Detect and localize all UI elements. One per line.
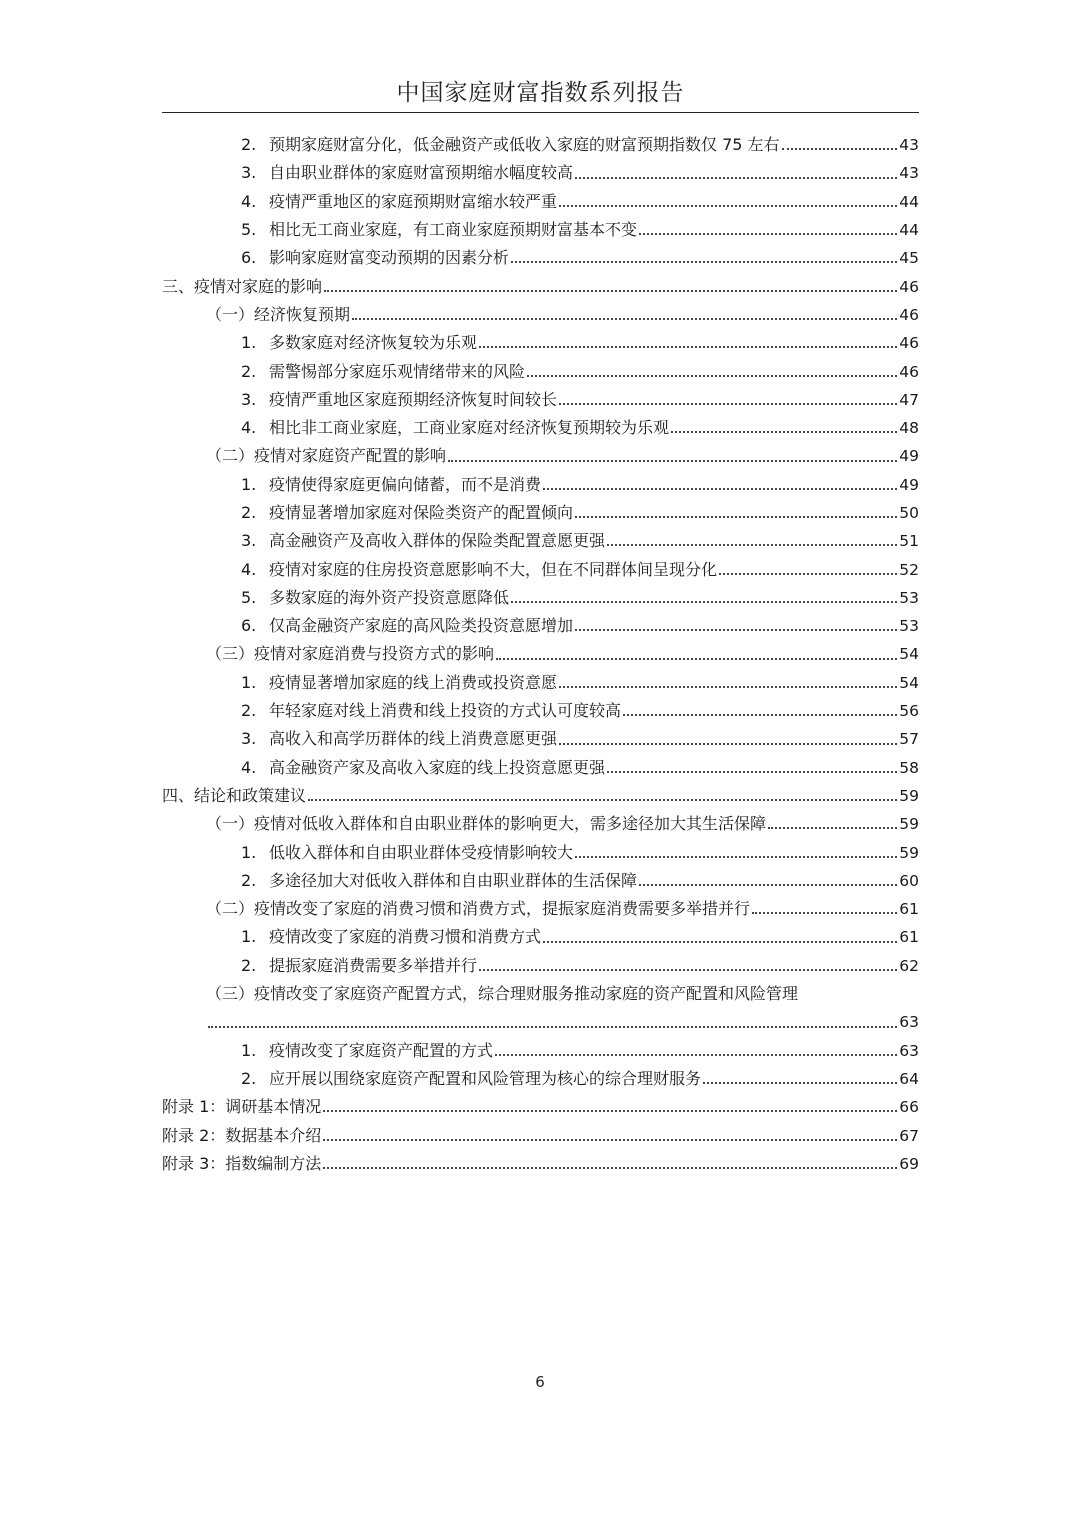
toc-entry[interactable] bbox=[162, 838, 919, 866]
toc-entry[interactable] bbox=[162, 810, 919, 838]
toc-entry-title: 多数家庭对经济恢复较为乐观 bbox=[269, 333, 478, 353]
toc-dot-leader bbox=[703, 1081, 897, 1084]
toc-entry[interactable] bbox=[162, 1037, 919, 1065]
toc-entry-page: 58 bbox=[899, 758, 919, 777]
toc-entry-title: 疫情严重地区的家庭预期财富缩水较严重 bbox=[269, 191, 558, 211]
toc-entry[interactable] bbox=[162, 272, 919, 300]
toc-entry-page: 61 bbox=[899, 928, 919, 947]
toc-entry-page: 50 bbox=[899, 504, 919, 522]
toc-entry-page: 53 bbox=[899, 617, 919, 636]
toc-entry[interactable] bbox=[162, 329, 919, 357]
toc-entry-page: 48 bbox=[899, 419, 919, 438]
toc-dot-leader bbox=[352, 317, 897, 320]
toc-entry-number: 4. bbox=[241, 757, 257, 777]
toc-entry-title: 附录 2：数据基本介绍 bbox=[162, 1125, 322, 1145]
toc-entry-number: 1. bbox=[241, 474, 257, 494]
toc-entry[interactable] bbox=[162, 1093, 919, 1121]
toc-entry-number: 2. bbox=[241, 361, 257, 381]
toc-entry-page: 49 bbox=[899, 475, 919, 494]
toc-dot-leader bbox=[511, 600, 897, 603]
toc-entry[interactable] bbox=[162, 697, 919, 725]
toc-entry-page: 59 bbox=[899, 786, 919, 805]
toc-entry[interactable] bbox=[162, 584, 919, 612]
toc-entry-number: 3. bbox=[241, 389, 257, 409]
toc-entry[interactable] bbox=[162, 1065, 919, 1093]
table-of-contents bbox=[162, 131, 919, 1178]
toc-dot-leader bbox=[607, 770, 897, 773]
toc-dot-leader bbox=[527, 374, 897, 377]
toc-entry-page: 44 bbox=[899, 192, 919, 211]
toc-dot-leader bbox=[752, 911, 897, 914]
toc-entry-page: 45 bbox=[899, 249, 919, 268]
toc-dot-leader bbox=[607, 543, 897, 546]
toc-entry-title: 高收入和高学历群体的线上消费意愿更强 bbox=[269, 729, 558, 749]
toc-entry[interactable] bbox=[162, 244, 919, 272]
toc-entry-title: 多数家庭的海外资产投资意愿降低 bbox=[269, 587, 510, 607]
toc-entry-number: 1. bbox=[241, 842, 257, 862]
toc-dot-leader bbox=[575, 628, 897, 631]
toc-dot-leader bbox=[511, 260, 897, 263]
toc-entry-title: 疫情显著增加家庭的线上消费或投资意愿 bbox=[269, 672, 558, 692]
toc-dot-leader bbox=[448, 459, 897, 462]
toc-entry-title: 提振家庭消费需要多举措并行 bbox=[269, 955, 478, 975]
header-divider bbox=[162, 112, 919, 113]
toc-entry[interactable] bbox=[162, 612, 919, 640]
toc-entry[interactable] bbox=[162, 1121, 919, 1149]
toc-entry[interactable] bbox=[162, 159, 919, 187]
toc-entry-title: （一）疫情对低收入群体和自由职业群体的影响更大，需多途径加大其生活保障 bbox=[206, 814, 767, 834]
toc-dot-leader bbox=[768, 826, 897, 829]
toc-entry[interactable] bbox=[162, 669, 919, 697]
toc-dot-leader bbox=[323, 1166, 897, 1169]
toc-entry-title: 仅高金融资产家庭的高风险类投资意愿增加 bbox=[269, 616, 574, 636]
toc-entry[interactable] bbox=[162, 442, 919, 470]
toc-dot-leader bbox=[575, 515, 897, 518]
toc-entry-title: 相比非工商业家庭，工商业家庭对经济恢复预期较为乐观 bbox=[269, 418, 670, 438]
toc-entry-number: 3. bbox=[241, 531, 257, 551]
toc-entry[interactable] bbox=[162, 471, 919, 499]
toc-entry-page: 59 bbox=[899, 843, 919, 862]
toc-entry-title: 相比无工商业家庭，有工商业家庭预期财富基本不变 bbox=[269, 220, 638, 240]
toc-dot-leader bbox=[323, 1138, 897, 1141]
toc-entry[interactable] bbox=[162, 867, 919, 895]
toc-dot-leader bbox=[324, 289, 897, 292]
toc-entry-page: 53 bbox=[899, 588, 919, 607]
toc-entry-number: 2. bbox=[241, 870, 257, 890]
toc-entry-page: 46 bbox=[899, 334, 919, 353]
toc-entry-page: 46 bbox=[899, 362, 919, 381]
toc-entry-number: 2. bbox=[241, 135, 257, 155]
toc-entry-page: 54 bbox=[899, 673, 919, 692]
toc-entry-page: 60 bbox=[899, 871, 919, 890]
toc-entry-page: 51 bbox=[899, 532, 919, 551]
toc-entry-title: （三）疫情改变了家庭资产配置方式，综合理财服务推动家庭的资产配置和风险管理 bbox=[206, 984, 799, 1004]
toc-dot-leader bbox=[496, 657, 897, 660]
toc-entry-title: 附录 1：调研基本情况 bbox=[162, 1097, 322, 1117]
toc-entry-title: 高金融资产家及高收入家庭的线上投资意愿更强 bbox=[269, 757, 606, 777]
toc-dot-leader bbox=[323, 1109, 897, 1112]
toc-entry-number: 3. bbox=[241, 729, 257, 749]
toc-entry-number: 1. bbox=[241, 1040, 257, 1060]
toc-entry-page: 67 bbox=[899, 1126, 919, 1145]
toc-dot-leader bbox=[782, 147, 898, 150]
toc-entry[interactable] bbox=[162, 131, 919, 159]
toc-entry-title: （一）经济恢复预期 bbox=[206, 304, 351, 324]
toc-entry-page: 47 bbox=[899, 390, 919, 409]
toc-entry[interactable] bbox=[162, 980, 919, 1008]
toc-dot-leader bbox=[575, 176, 897, 179]
toc-entry-page: 44 bbox=[899, 221, 919, 240]
toc-entry[interactable] bbox=[162, 216, 919, 244]
toc-entry-page: 49 bbox=[899, 447, 919, 466]
toc-entry[interactable] bbox=[162, 952, 919, 980]
toc-entry-number: 1. bbox=[241, 672, 257, 692]
toc-entry-page: 63 bbox=[899, 1013, 919, 1032]
toc-entry[interactable] bbox=[162, 499, 919, 527]
toc-entry-title: 低收入群体和自由职业群体受疫情影响较大 bbox=[269, 842, 574, 862]
toc-entry-number: 6. bbox=[241, 616, 257, 636]
toc-entry-page: 63 bbox=[899, 1041, 919, 1060]
toc-entry-page: 62 bbox=[899, 956, 919, 975]
toc-entry[interactable] bbox=[162, 1008, 919, 1036]
toc-entry-number: 2. bbox=[241, 1068, 257, 1088]
toc-entry-title: 需警惕部分家庭乐观情绪带来的风险 bbox=[269, 361, 526, 381]
toc-dot-leader bbox=[479, 968, 897, 971]
toc-entry-number: 6. bbox=[241, 248, 257, 268]
toc-dot-leader bbox=[208, 1025, 897, 1028]
toc-entry[interactable] bbox=[162, 923, 919, 951]
toc-entry[interactable] bbox=[162, 640, 919, 668]
toc-entry-page: 56 bbox=[899, 702, 919, 721]
toc-entry-title: （二）疫情改变了家庭的消费习惯和消费方式，提振家庭消费需要多举措并行 bbox=[206, 899, 751, 919]
toc-dot-leader bbox=[543, 940, 897, 943]
toc-entry[interactable] bbox=[162, 725, 919, 753]
toc-entry-number: 1. bbox=[241, 333, 257, 353]
toc-entry-number: 4. bbox=[241, 191, 257, 211]
toc-entry[interactable] bbox=[162, 1150, 919, 1178]
toc-entry-title: 高金融资产及高收入群体的保险类配置意愿更强 bbox=[269, 531, 606, 551]
page-number: 6 bbox=[535, 1373, 545, 1391]
toc-entry-page: 69 bbox=[899, 1154, 919, 1173]
toc-entry[interactable] bbox=[162, 188, 919, 216]
toc-entry-page: 46 bbox=[899, 277, 919, 296]
toc-entry-number: 3. bbox=[241, 163, 257, 183]
toc-entry-title: 影响家庭财富变动预期的因素分析 bbox=[269, 248, 510, 268]
toc-entry-number: 2. bbox=[241, 955, 257, 975]
toc-entry-title: 疫情显著增加家庭对保险类资产的配置倾向 bbox=[269, 503, 574, 522]
toc-dot-leader bbox=[719, 572, 897, 575]
toc-entry-number: 1. bbox=[241, 927, 257, 947]
toc-entry-number: 2. bbox=[241, 503, 257, 522]
toc-entry[interactable] bbox=[162, 782, 919, 810]
toc-entry-title: 预期家庭财富分化，低金融资产或低收入家庭的财富预期指数仅 75 左右 bbox=[269, 135, 780, 155]
toc-dot-leader bbox=[639, 883, 897, 886]
toc-dot-leader bbox=[559, 742, 897, 745]
toc-dot-leader bbox=[671, 430, 897, 433]
toc-entry-title: 应开展以围绕家庭资产配置和风险管理为核心的综合理财服务 bbox=[269, 1068, 702, 1088]
toc-entry-title: （二）疫情对家庭资产配置的影响 bbox=[206, 446, 447, 466]
toc-entry-title: （三）疫情对家庭消费与投资方式的影响 bbox=[206, 644, 495, 664]
toc-entry-page: 52 bbox=[899, 560, 919, 579]
toc-dot-leader bbox=[559, 685, 897, 688]
toc-entry[interactable] bbox=[162, 754, 919, 782]
toc-entry-page: 43 bbox=[899, 136, 919, 155]
toc-entry-title: 疫情改变了家庭的消费习惯和消费方式 bbox=[269, 927, 542, 947]
toc-entry-number: 5. bbox=[241, 587, 257, 607]
toc-dot-leader bbox=[479, 345, 897, 348]
toc-entry-page: 64 bbox=[899, 1069, 919, 1088]
toc-dot-leader bbox=[495, 1053, 897, 1056]
toc-entry[interactable] bbox=[162, 386, 919, 414]
toc-dot-leader bbox=[559, 402, 897, 405]
toc-entry[interactable] bbox=[162, 895, 919, 923]
toc-entry-page: 43 bbox=[899, 164, 919, 183]
toc-entry-number: 5. bbox=[241, 220, 257, 240]
toc-entry-number: 2. bbox=[241, 701, 257, 721]
toc-entry-title: 附录 3：指数编制方法 bbox=[162, 1153, 322, 1173]
toc-entry-page: 59 bbox=[899, 815, 919, 834]
toc-entry-title: 四、结论和政策建议 bbox=[162, 785, 307, 805]
toc-entry-page: 61 bbox=[899, 900, 919, 919]
toc-entry[interactable] bbox=[162, 527, 919, 555]
toc-entry[interactable] bbox=[162, 555, 919, 583]
toc-entry-title: 多途径加大对低收入群体和自由职业群体的生活保障 bbox=[269, 870, 638, 890]
toc-entry[interactable] bbox=[162, 414, 919, 442]
toc-entry-title: 三、疫情对家庭的影响 bbox=[162, 276, 323, 296]
toc-entry-page: 46 bbox=[899, 305, 919, 324]
toc-dot-leader bbox=[559, 204, 897, 207]
toc-entry-title: 疫情使得家庭更偏向储蓄，而不是消费 bbox=[269, 474, 542, 494]
page-header-title: 中国家庭财富指数系列报告 bbox=[396, 80, 685, 106]
toc-dot-leader bbox=[308, 798, 897, 801]
toc-entry-number: 4. bbox=[241, 418, 257, 438]
toc-dot-leader bbox=[639, 232, 897, 235]
toc-dot-leader bbox=[543, 487, 897, 490]
toc-entry-page: 66 bbox=[899, 1098, 919, 1117]
toc-entry[interactable] bbox=[162, 357, 919, 385]
toc-dot-leader bbox=[623, 713, 897, 716]
toc-entry[interactable] bbox=[162, 301, 919, 329]
toc-entry-title: 疫情严重地区家庭预期经济恢复时间较长 bbox=[269, 389, 558, 409]
toc-entry-page: 54 bbox=[899, 645, 919, 664]
toc-entry-page: 57 bbox=[899, 730, 919, 749]
toc-entry-title: 疫情对家庭的住房投资意愿影响不大，但在不同群体间呈现分化 bbox=[269, 559, 718, 579]
toc-entry-title: 年轻家庭对线上消费和线上投资的方式认可度较高 bbox=[269, 701, 622, 721]
toc-dot-leader bbox=[575, 855, 897, 858]
toc-entry-number: 4. bbox=[241, 559, 257, 579]
toc-entry-title: 自由职业群体的家庭财富预期缩水幅度较高 bbox=[269, 163, 574, 183]
toc-entry-title: 疫情改变了家庭资产配置的方式 bbox=[269, 1040, 494, 1060]
